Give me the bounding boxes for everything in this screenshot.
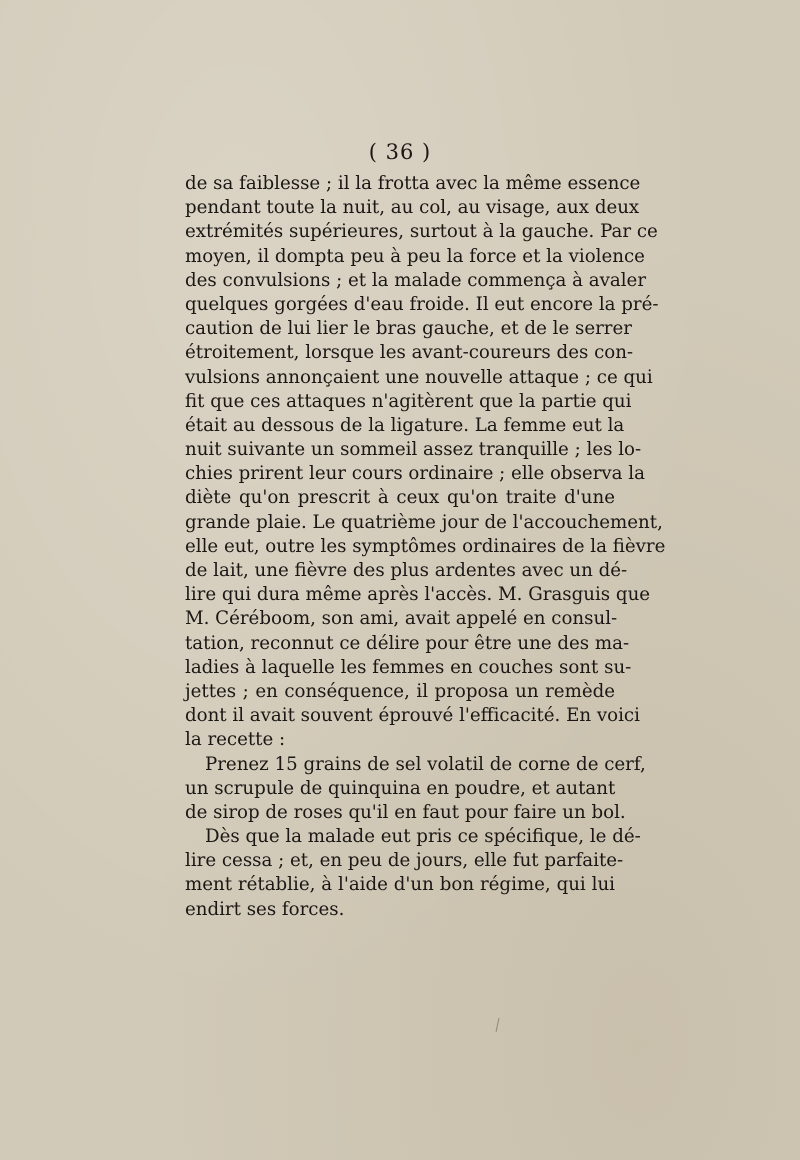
body-text [185, 172, 666, 922]
text-line: un scrupule de quinquina en poudre, et autant [185, 777, 616, 799]
text-line: était au dessous de la ligature. La femme eut la [185, 414, 625, 436]
text-line: des convulsions ; et la malade commença à avaler [185, 269, 647, 291]
paper-mark [496, 1018, 500, 1032]
text-line: Prenez 15 grains de sel volatil de corne de cerf, [205, 753, 646, 775]
text-line: de sa faiblesse ; il la frotta avec la même essence [185, 173, 641, 194]
text-line: jettes ; en conséquence, il proposa un remède [185, 680, 615, 702]
text-line: Dès que la malade eut pris ce spécifique, le dé- [205, 826, 641, 848]
text-line: lire qui dura même après l'accès. M. Grasguis que [185, 584, 651, 606]
text-line: diète qu'on prescrit à ceux qu'on traite d'une [185, 487, 615, 509]
text-line: de lait, une fièvre des plus ardentes avec un dé- [185, 560, 628, 581]
text-line: la recette : [185, 729, 286, 751]
text-line: quelques gorgées d'eau froide. Il eut encore la pré- [185, 293, 659, 315]
text-line: grande plaie. Le quatrième jour de l'accouchement, [185, 511, 663, 533]
text-line: étroitement, lorsque les avant-coureurs des con- [185, 342, 634, 364]
text-line: chies prirent leur cours ordinaire ; elle observa la [185, 463, 645, 485]
text-line: M. Céréboom, son ami, avait appelé en consul- [185, 608, 618, 630]
text-line: dont il avait souvent éprouvé l'efficacité. En voici [185, 705, 640, 727]
text-line: nuit suivante un sommeil assez tranquille ; les lo- [185, 439, 642, 461]
text-line: caution de lui lier le bras gauche, et de le serrer [185, 318, 632, 340]
text-line: ladies à laquelle les femmes en couches sont su- [185, 656, 632, 678]
text-line: pendant toute la nuit, au col, au visage, aux deux [185, 197, 640, 219]
text-line: vulsions annonçaient une nouvelle attaque ; ce qui [185, 366, 653, 388]
text-line: extrémités supérieures, surtout à la gauche. Par ce [185, 221, 658, 243]
page-number: ( 36 ) [368, 140, 432, 164]
text-line: ment rétablie, à l'aide d'un bon régime, qui lui [185, 874, 615, 896]
text-line: lire cessa ; et, en peu de jours, elle fut parfaite- [185, 850, 624, 872]
text-line: elle eut, outre les symptômes ordinaires de la fièvre [185, 535, 666, 557]
text-line: moyen, il dompta peu à peu la force et la violence [185, 245, 645, 267]
text-line: endirt ses forces. [185, 898, 345, 920]
text-line: de sirop de roses qu'il en faut pour faire un bol. [185, 801, 626, 823]
text-line: tation, reconnut ce délire pour être une des ma- [185, 632, 630, 654]
text-line: fit que ces attaques n'agitèrent que la partie qui [185, 390, 632, 412]
